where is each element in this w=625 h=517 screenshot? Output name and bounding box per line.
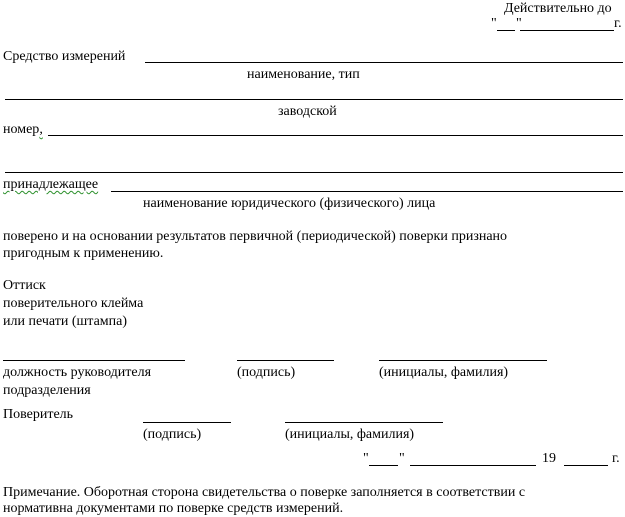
- head-signature-field[interactable]: [237, 360, 334, 361]
- valid-until-day-field[interactable]: [497, 30, 515, 31]
- verifier-name-field[interactable]: [285, 422, 443, 423]
- verdict-line-2: пригодным к применению.: [3, 246, 164, 261]
- valid-until-quote-close: ": [516, 16, 522, 31]
- instrument-extra-field[interactable]: [5, 99, 623, 100]
- date-quote-open: ": [363, 451, 369, 466]
- valid-until-label: Действительно до: [504, 1, 612, 16]
- date-day-field[interactable]: [369, 465, 398, 466]
- serial-number-label: [3, 121, 43, 138]
- instrument-name-field[interactable]: [145, 62, 623, 63]
- serial-number-extra-field[interactable]: [5, 172, 623, 173]
- owner-name-hint: наименование юридического (физического) лица: [143, 196, 436, 211]
- note-line-1: Примечание. Оборотная сторона свидетельства о поверке заполняется в соответствии с: [3, 485, 526, 500]
- stamp-line-2: поверительного клейма: [3, 296, 144, 311]
- head-position-line-2: подразделения: [3, 383, 91, 398]
- serial-number-field[interactable]: [48, 135, 623, 136]
- verdict-line-1: поверено и на основании результатов первичной (периодической) поверки признано: [3, 229, 508, 244]
- note-line-2: нормативна документами по поверке средств измерений.: [3, 501, 344, 516]
- serial-hint: заводской: [278, 104, 337, 119]
- valid-until-month-year-field[interactable]: [520, 30, 614, 31]
- head-position-line-1: должность руководителя: [3, 365, 152, 380]
- head-name-hint: (инициалы, фамилия): [379, 365, 509, 380]
- instrument-label: Средство измерений: [3, 49, 126, 64]
- valid-until-quote-open: ": [491, 16, 497, 31]
- spellcheck-mark: ,: [39, 122, 43, 137]
- verifier-label: Поверитель: [3, 407, 74, 422]
- head-position-field[interactable]: [3, 360, 185, 361]
- stamp-line-1: Оттиск: [3, 278, 46, 293]
- date-year-field[interactable]: [564, 465, 608, 466]
- verifier-signature-field[interactable]: [143, 422, 231, 423]
- owner-label: принадлежащее: [3, 177, 99, 192]
- verifier-name-hint: (инициалы, фамилия): [285, 427, 415, 442]
- serial-number-label-text: номер: [3, 122, 40, 137]
- date-century: 19: [542, 451, 556, 466]
- head-name-field[interactable]: [379, 360, 547, 361]
- stamp-line-3: или печати (штампа): [3, 314, 128, 329]
- date-quote-close: ": [399, 451, 405, 466]
- instrument-name-hint: наименование, тип: [247, 67, 360, 82]
- date-year-suffix: г.: [612, 451, 620, 466]
- head-signature-hint: (подпись): [237, 365, 296, 380]
- owner-name-field[interactable]: [111, 191, 623, 192]
- date-month-field[interactable]: [410, 465, 536, 466]
- valid-until-year-suffix: г.: [614, 16, 622, 31]
- verifier-signature-hint: (подпись): [143, 427, 202, 442]
